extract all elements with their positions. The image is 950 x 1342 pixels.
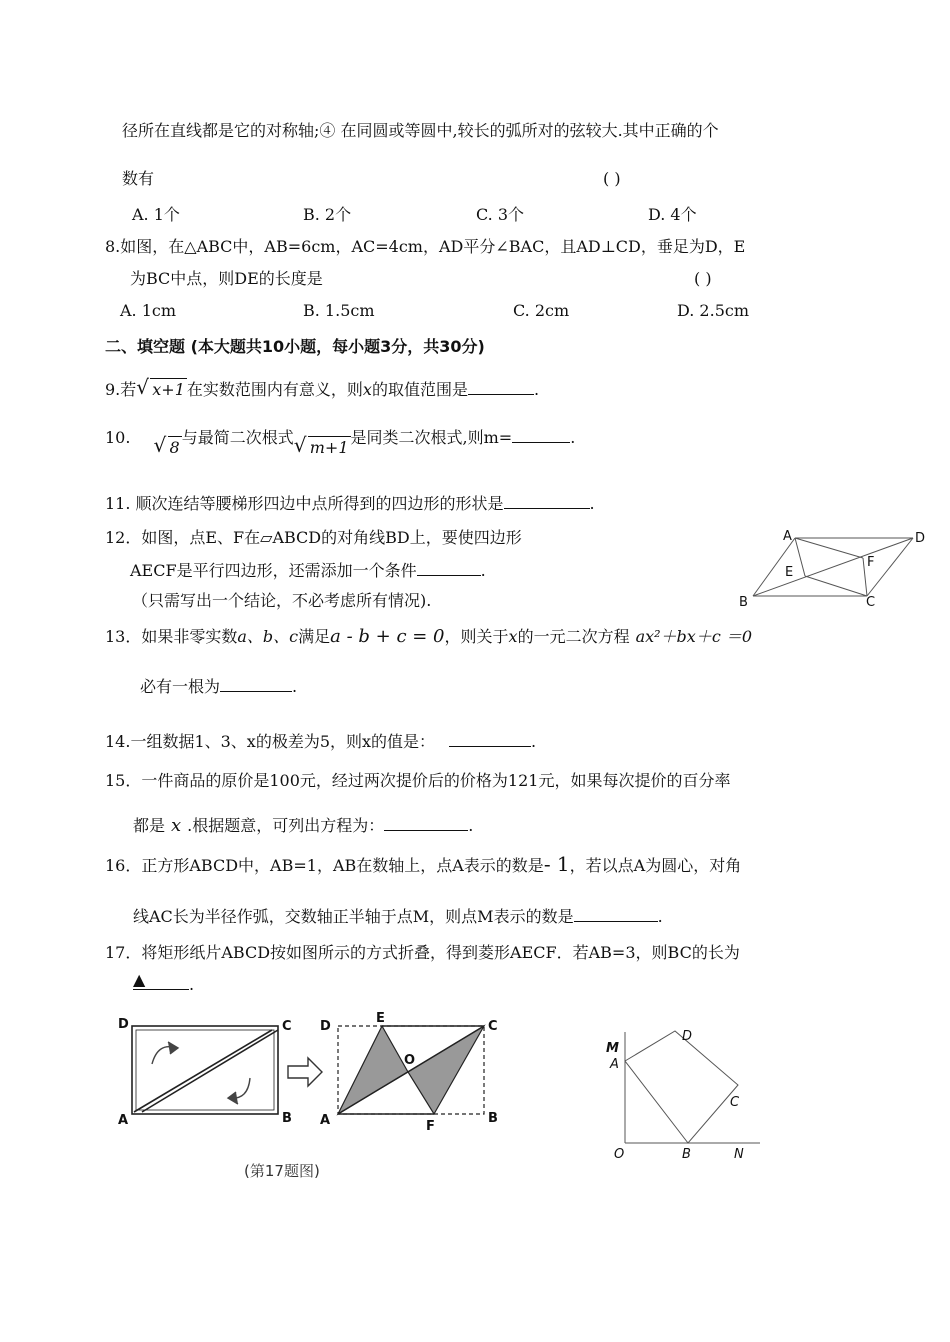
q7-option-c: C. 3个 xyxy=(476,205,525,224)
fig17-right-label-d: D xyxy=(320,1019,331,1034)
fig17-right-label-a: A xyxy=(320,1113,331,1128)
fig16-label-b: B xyxy=(682,1147,691,1162)
q8-answer-paren: ( ) xyxy=(694,269,712,288)
q13-line2-end: . xyxy=(292,677,298,696)
fig17-right-label-f: F xyxy=(426,1119,435,1132)
q15-answer-blank[interactable] xyxy=(384,814,468,831)
fig12-label-d: D xyxy=(915,531,926,546)
fig17-right-label-e: E xyxy=(376,1012,385,1026)
fig12-diagonal-bd xyxy=(753,538,913,596)
q16-axes-figure xyxy=(600,1026,780,1166)
q15-line2 xyxy=(133,814,473,837)
q13-var-x: x xyxy=(508,627,518,646)
q7-option-b: B. 2个 xyxy=(303,205,352,224)
fig16-label-d: D xyxy=(682,1029,693,1044)
q9-prefix: 9.若 xyxy=(105,380,137,399)
q8-option-c: C. 2cm xyxy=(513,301,570,320)
q9 xyxy=(105,375,540,401)
section-title-fill-in: 二、填空题 (本大题共10小题，每小题3分，共30分) xyxy=(105,337,485,356)
q10-sqrt-2: √ m+1 xyxy=(293,433,349,457)
fig17-right-label-c: C xyxy=(488,1019,498,1034)
q10-end: . xyxy=(570,428,576,447)
q8-option-b: B. 1.5cm xyxy=(303,301,375,320)
fig16-label-o: O xyxy=(614,1147,625,1162)
q17-answer-mark: ▲ xyxy=(133,970,146,989)
q10-suffix: 是同类二次根式,则m= xyxy=(350,428,513,447)
q7-option-d: D. 4个 xyxy=(648,205,697,224)
q13-line2-text: 必有一根为 xyxy=(140,677,221,696)
q8-line2: 为BC中点，则DE的长度是 xyxy=(130,269,323,288)
q16-answer-blank[interactable] xyxy=(574,905,658,922)
q16-line2-text: 线AC长为半径作弧，交数轴正半轴于点M，则点M表示的数是 xyxy=(133,907,574,926)
q9-radicand: x+1 xyxy=(152,380,185,399)
q15-line1: 15．一件商品的原价是100元，经过两次提价后的价格为121元，如果每次提价的百分率 xyxy=(105,771,731,790)
fig16-label-n: N xyxy=(734,1147,744,1162)
fig17-left-label-d: D xyxy=(118,1017,129,1032)
q10-radicand-2: m+1 xyxy=(309,438,349,457)
q16-end: . xyxy=(657,907,663,926)
q12-answer-blank[interactable] xyxy=(417,559,481,576)
q16-line1 xyxy=(105,853,741,877)
fig17-right-label-b: B xyxy=(488,1111,498,1126)
fig17-fold-triangle-top xyxy=(338,1026,408,1114)
fig16-rectangle-abcd xyxy=(625,1031,738,1143)
q10-answer-blank[interactable] xyxy=(512,426,570,443)
q12-line2-text: AECF是平行四边形，还需添加一个条件 xyxy=(130,561,417,580)
q13-middle: 满足 xyxy=(298,627,331,646)
q13-middle2: ，则关于 xyxy=(444,627,509,646)
q13-line2 xyxy=(140,675,297,698)
q16-value: - 1 xyxy=(543,852,570,876)
fig12-label-e: E xyxy=(785,565,794,580)
fig17-transform-arrow-icon xyxy=(288,1058,322,1086)
q10 xyxy=(105,426,576,457)
q8-option-a: A. 1cm xyxy=(120,301,177,320)
q8-option-d: D. 2.5cm xyxy=(677,301,750,320)
q10-sqrt-1: √ 8 xyxy=(153,433,180,457)
q16-line1-prefix: 16．正方形ABCD中，AB=1，AB在数轴上，点A表示的数是 xyxy=(105,856,544,875)
q17-answer-blank[interactable] xyxy=(133,970,189,990)
q11-text: 11. 顺次连结等腰梯形四边中点所得到的四边形的形状是 xyxy=(105,494,504,513)
q13-condition: a - b + c = 0 xyxy=(330,626,445,647)
q9-end: . xyxy=(533,380,540,399)
q9-answer-blank[interactable] xyxy=(468,378,534,395)
q8-line1: 8.如图，在△ABC中，AB=6cm，AC=4cm，AD平分∠BAC，且AD⊥CD，垂足为D，E xyxy=(105,237,746,256)
q9-sqrt: √ x+1 xyxy=(136,375,185,399)
q7-answer-paren: ( ) xyxy=(603,169,621,188)
q14-text: 14.一组数据1、3、x的极差为5，则x的值是： xyxy=(105,732,436,751)
q12-line2-end: . xyxy=(480,561,486,580)
q9-var: x xyxy=(362,380,372,399)
fig12-label-f: F xyxy=(867,555,875,570)
fig12-segment-ec xyxy=(805,576,867,596)
q13-line1 xyxy=(105,626,752,648)
q10-prefix: 10. xyxy=(105,428,131,447)
fig12-label-c: C xyxy=(866,595,876,610)
fig12-segment-af xyxy=(795,538,863,558)
q7-line1: 径所在直线都是它的对称轴;④ 在同圆或等圆中,较长的弧所对的弦较大.其中正确的个 xyxy=(122,121,719,140)
q17-folding-figure xyxy=(112,1012,512,1132)
q11-end: . xyxy=(589,494,595,513)
q13-prefix: 13．如果非零实数 xyxy=(105,627,238,646)
q15-end: . xyxy=(468,816,474,835)
q10-radicand-1: 8 xyxy=(169,438,180,457)
q13-equation: ax²＋bx＋c ＝0 xyxy=(635,627,753,646)
fig16-label-c: C xyxy=(730,1095,740,1110)
q14-end: . xyxy=(531,732,537,751)
q15-line2-prefix: 都是 xyxy=(133,816,166,835)
q17-line2 xyxy=(133,970,195,996)
q17-line1: 17．将矩形纸片ABCD按如图所示的方式折叠，得到菱形AECF．若AB=3，则BC的长为 xyxy=(105,943,740,962)
q11 xyxy=(105,492,595,515)
q9-middle: 在实数范围内有意义，则 xyxy=(186,380,363,399)
q9-suffix: 的取值范围是 xyxy=(371,380,468,399)
q14-answer-blank[interactable] xyxy=(449,730,531,747)
fig17-left-label-b: B xyxy=(282,1111,292,1126)
q15-line2-suffix: .根据题意，可列出方程为： xyxy=(187,816,385,835)
q17-end: . xyxy=(189,975,195,994)
q10-middle: 与最简二次根式 xyxy=(181,428,294,447)
q11-answer-blank[interactable] xyxy=(504,492,590,509)
fig17-left-fold-line-2 xyxy=(142,1030,278,1112)
fig16-label-m: M xyxy=(606,1041,619,1056)
q16-line1-suffix: ，若以点A为圆心，对角 xyxy=(569,856,742,875)
q12-parallelogram-figure xyxy=(735,524,935,610)
fig17-fold-triangle-bottom xyxy=(408,1026,484,1114)
fig12-label-b: B xyxy=(739,595,748,610)
q7-option-a: A. 1个 xyxy=(132,205,180,224)
q12-line2 xyxy=(130,559,486,582)
q12-line1: 12．如图，点E、F在▱ABCD的对角线BD上，要使四边形 xyxy=(105,528,522,547)
q13-answer-blank[interactable] xyxy=(220,675,292,692)
q16-line2 xyxy=(133,905,663,928)
fig12-label-a: A xyxy=(783,529,792,544)
fig17-left-fold-line-1 xyxy=(134,1030,272,1112)
fig17-right-label-o: O xyxy=(404,1053,416,1068)
q14 xyxy=(105,730,536,753)
q13-vars: a、b、c xyxy=(237,627,299,646)
q15-var: x xyxy=(171,815,182,836)
q7-line2: 数有 xyxy=(122,169,155,188)
q12-line3: （只需写出一个结论，不必考虑所有情况). xyxy=(132,591,432,610)
fig17-left-label-c: C xyxy=(282,1019,292,1034)
fig16-label-a: A xyxy=(610,1057,619,1072)
q13-middle3: 的一元二次方程 xyxy=(517,627,630,646)
fig17-left-label-a: A xyxy=(118,1113,129,1128)
fig12-segment-ae xyxy=(795,538,805,576)
q17-figure-caption: (第17题图) xyxy=(244,1162,320,1180)
